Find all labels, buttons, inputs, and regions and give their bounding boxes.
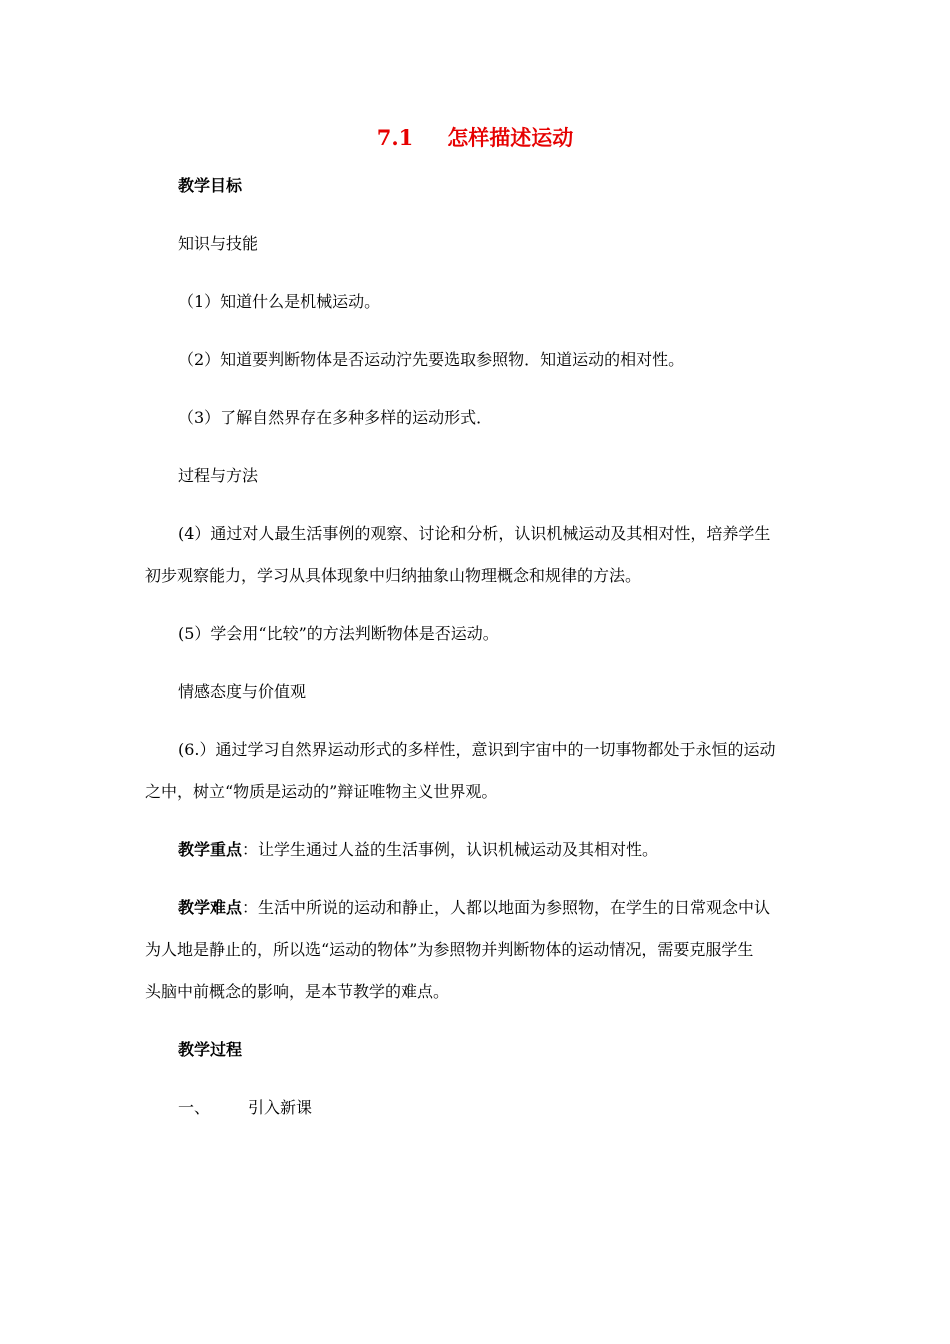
intro-item — [0, 1098, 950, 1118]
section-title: 怎样描述运动 — [447, 125, 574, 150]
process-item-4-line2: 初步观察能力，学习从具体现象中归纳抽象山物理概念和规律的方法。 — [145, 566, 642, 585]
knowledge-heading: 知识与技能 — [178, 234, 259, 253]
knowledge-item-2: （2）知道要判断物体是否运动泞先要选取参照物．知道运动的相对性。 — [178, 350, 685, 369]
page-title — [0, 124, 950, 152]
difficulty-text-line2: 为人地是静止的，所以选“运动的物体”为参照物并判断物体的运动情况，需要克服学生 — [145, 940, 754, 959]
difficulty-text-line1: ：生活中所说的运动和静止，人都以地面为参照物，在学生的日常观念中认 — [242, 898, 771, 917]
process-item-5: (5）学会用“比较”的方法判断物体是否运动。 — [178, 624, 499, 643]
goals-heading: 教学目标 — [178, 176, 243, 195]
intro-number: 一、 — [178, 1098, 211, 1117]
process-heading: 过程与方法 — [178, 466, 259, 485]
key-points-text: ：让学生通过人益的生活事例，认识机械运动及其相对性。 — [242, 840, 659, 859]
intro-text: 引入新课 — [248, 1098, 313, 1117]
difficulty-paragraph-line1 — [0, 898, 950, 918]
section-number: 7.1 — [376, 125, 414, 150]
emotion-item-6-line2: 之中，树立“物质是运动的”辩证唯物主义世界观。 — [145, 782, 498, 801]
emotion-item-6-line1: (6.）通过学习自然界运动形式的多样性，意识到宇宙中的一切事物都处于永恒的运动 — [178, 740, 776, 759]
key-points-label: 教学重点 — [178, 840, 243, 859]
emotion-heading: 情感态度与价值观 — [178, 682, 307, 701]
process-item-4-line1: (4）通过对人最生活事例的观察、讨论和分析，认识机械运动及其相对性，培养学生 — [178, 524, 771, 543]
teaching-process-heading: 教学过程 — [178, 1040, 243, 1059]
difficulty-label: 教学难点 — [178, 898, 243, 917]
key-points-paragraph — [0, 840, 950, 860]
difficulty-text-line3: 头脑中前概念的影响，是本节教学的难点。 — [145, 982, 450, 1001]
knowledge-item-3: （3）了解自然界存在多种多样的运动形式． — [178, 408, 493, 427]
knowledge-item-1: （1）知道什么是机械运动。 — [178, 292, 381, 311]
